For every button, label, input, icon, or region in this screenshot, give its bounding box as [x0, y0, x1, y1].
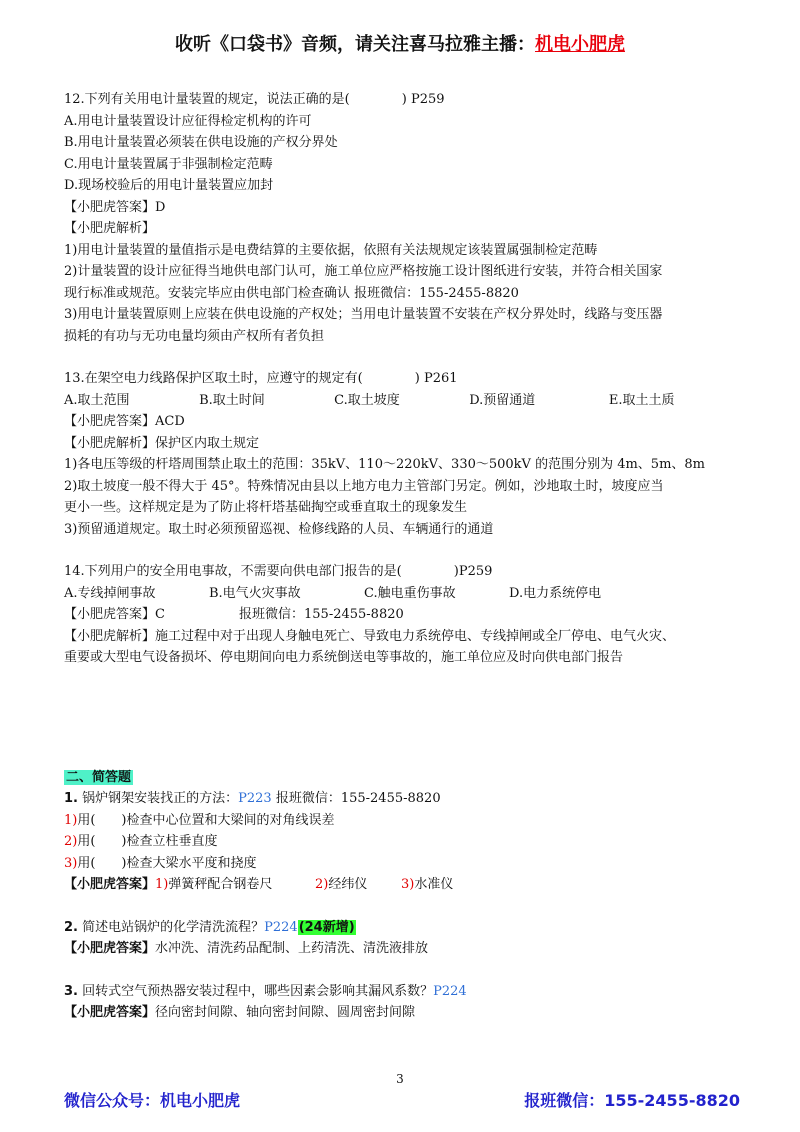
section-short-answer [64, 767, 744, 1024]
analysis-line: 更小一些。这样规定是为了防止将杆塔基础掏空或垂直取土的现象发生 [64, 500, 468, 515]
option-b: B.电气火灾事故 [209, 585, 301, 601]
answer-row [64, 1002, 744, 1024]
sub-item: 2)用( )检查立柱垂直度 [64, 834, 218, 849]
question-13 [64, 368, 744, 540]
analysis-line: 1)各电压等级的杆塔周围禁止取土的范围：35kV、110～220kV、330～500kV 的范围分别为 4m、5m、8m [64, 457, 705, 472]
question-stem: 13.在架空电力线路保护区取土时，应遵守的规定有( ) P261 [64, 371, 458, 386]
answer-item: 1)弹簧秤配合钢卷尺 [155, 877, 273, 892]
analysis-line: 【小肥虎解析】施工过程中对于出现人身触电死亡、导致电力系统停电、专线掉闸或全厂停电、电气火灾、 [64, 628, 676, 644]
header-host-name: 机电小肥虎 [535, 34, 625, 55]
analysis-line: 重要或大型电气设备损坏、停电期间向电力系统倒送电等事故的，施工单位应及时向供电部门报告 [64, 650, 624, 665]
analysis-line: 损耗的有功与无功电量均须由产权所有者负担 [64, 328, 325, 344]
answer-label: 【小肥虎答案】 [64, 877, 156, 892]
answer-item: 2)经纬仪 [315, 877, 368, 892]
sub-item: 1)用( )检查中心位置和大梁间的对角线误差 [64, 812, 335, 828]
option-c: C.取土坡度 [334, 392, 400, 408]
options-row [64, 390, 744, 412]
page-ref: P224 [264, 919, 298, 935]
answer-label: 【小肥虎答案】 [64, 941, 156, 956]
short-question-1 [64, 788, 744, 810]
question-stem: 12.下列有关用电计量装置的规定，说法正确的是( ) P259 [64, 92, 445, 107]
question-14 [64, 561, 744, 669]
option-a: A.专线掉闸事故 [64, 585, 156, 601]
option-a: A.用电计量装置设计应征得检定机构的许可 [64, 113, 312, 129]
answer-contact: 报班微信：155-2455-8820 [239, 607, 404, 622]
analysis-line: 1)用电计量装置的量值指示是电费结算的主要依据，依照有关法规规定该装置属强制检定范畴 [64, 242, 598, 258]
answer-label: 【小肥虎答案】 [64, 1005, 156, 1020]
answer: 【小肥虎答案】ACD [64, 414, 185, 429]
option-d: D.预留通道 [469, 392, 536, 408]
analysis-line: 现行标准或规范。安装完毕应由供电部门检查确认 报班微信：155-2455-8820 [64, 285, 519, 301]
question-stem: 简述电站锅炉的化学清洗流程？ [77, 919, 265, 935]
answer-text: 水冲洗、清洗药品配制、上药清洗、清洗液排放 [155, 941, 429, 956]
page-ref: P224 [433, 983, 467, 999]
answer: 【小肥虎答案】D [64, 199, 166, 215]
document-body [64, 89, 744, 1024]
question-12 [64, 89, 744, 347]
answer-item: 3)水准仪 [401, 877, 454, 892]
answer-row [64, 874, 744, 896]
analysis-line: 【小肥虎解析】保护区内取土规定 [64, 435, 260, 451]
short-question-3 [64, 981, 744, 1003]
answer-text: 径向密封间隙、轴向密封间隙、圆周密封间隙 [155, 1005, 416, 1020]
page-ref: P223 [238, 791, 272, 806]
analysis-line: 3)用电计量装置原则上应装在供电设施的产权处；当用电计量装置不安装在产权分界处时，线路与变压器 [64, 307, 663, 322]
option-d: D.现场校验后的用电计量装置应加封 [64, 178, 274, 193]
question-number: 3. [64, 983, 78, 999]
option-b: B.取土时间 [199, 392, 265, 408]
analysis-line: 2)取土坡度一般不得大于 45°。特殊情况由县以上地方电力主管部门另定。例如，沙地取土时，坡度应当 [64, 478, 664, 494]
option-c: C.触电重伤事故 [364, 585, 456, 601]
short-question-2 [64, 917, 744, 939]
answer: 【小肥虎答案】C [64, 607, 165, 622]
answer-row [64, 938, 744, 960]
page-footer [64, 1088, 740, 1111]
question-stem: 14.下列用户的安全用电事故，不需要向供电部门报告的是( )P259 [64, 564, 493, 579]
page-number: 3 [396, 1072, 404, 1086]
question-number: 1. [64, 791, 78, 806]
section-title: 二、简答题 [66, 769, 132, 785]
footer-contact: 报班微信：155-2455-8820 [524, 1091, 740, 1110]
page-header [0, 30, 800, 56]
header-prefix: 收听《口袋书》音频，请关注喜马拉雅主播： [175, 34, 535, 55]
sub-item: 3)用( )检查大梁水平度和挠度 [64, 855, 257, 871]
option-e: E.取土土质 [608, 392, 675, 408]
option-c: C.用电计量装置属于非强制检定范畴 [64, 156, 273, 172]
contact: 报班微信：155-2455-8820 [271, 791, 441, 806]
option-a: A.取土范围 [64, 392, 130, 408]
question-stem: 回转式空气预热器安装过程中，哪些因素会影响其漏风系数？ [77, 983, 434, 999]
option-b: B.用电计量装置必须装在供电设施的产权分界处 [64, 135, 338, 150]
analysis-line: 2)计量装置的设计应征得当地供电部门认可，施工单位应严格按施工设计图纸进行安装，并符合相关国家 [64, 264, 663, 279]
answer-row [64, 604, 744, 626]
analysis-line: 3)预留通道规定。取土时必须预留巡视、检修线路的人员、车辆通行的通道 [64, 521, 494, 537]
new-tag: (24新增) [298, 919, 355, 935]
footer-wechat-account: 微信公众号：机电小肥虎 [64, 1091, 241, 1110]
analysis-title: 【小肥虎解析】 [64, 221, 156, 236]
options-row [64, 583, 744, 605]
option-d: D.电力系统停电 [509, 585, 602, 601]
question-stem: 锅炉钢架安装找正的方法： [77, 791, 239, 806]
question-number: 2. [64, 919, 78, 935]
